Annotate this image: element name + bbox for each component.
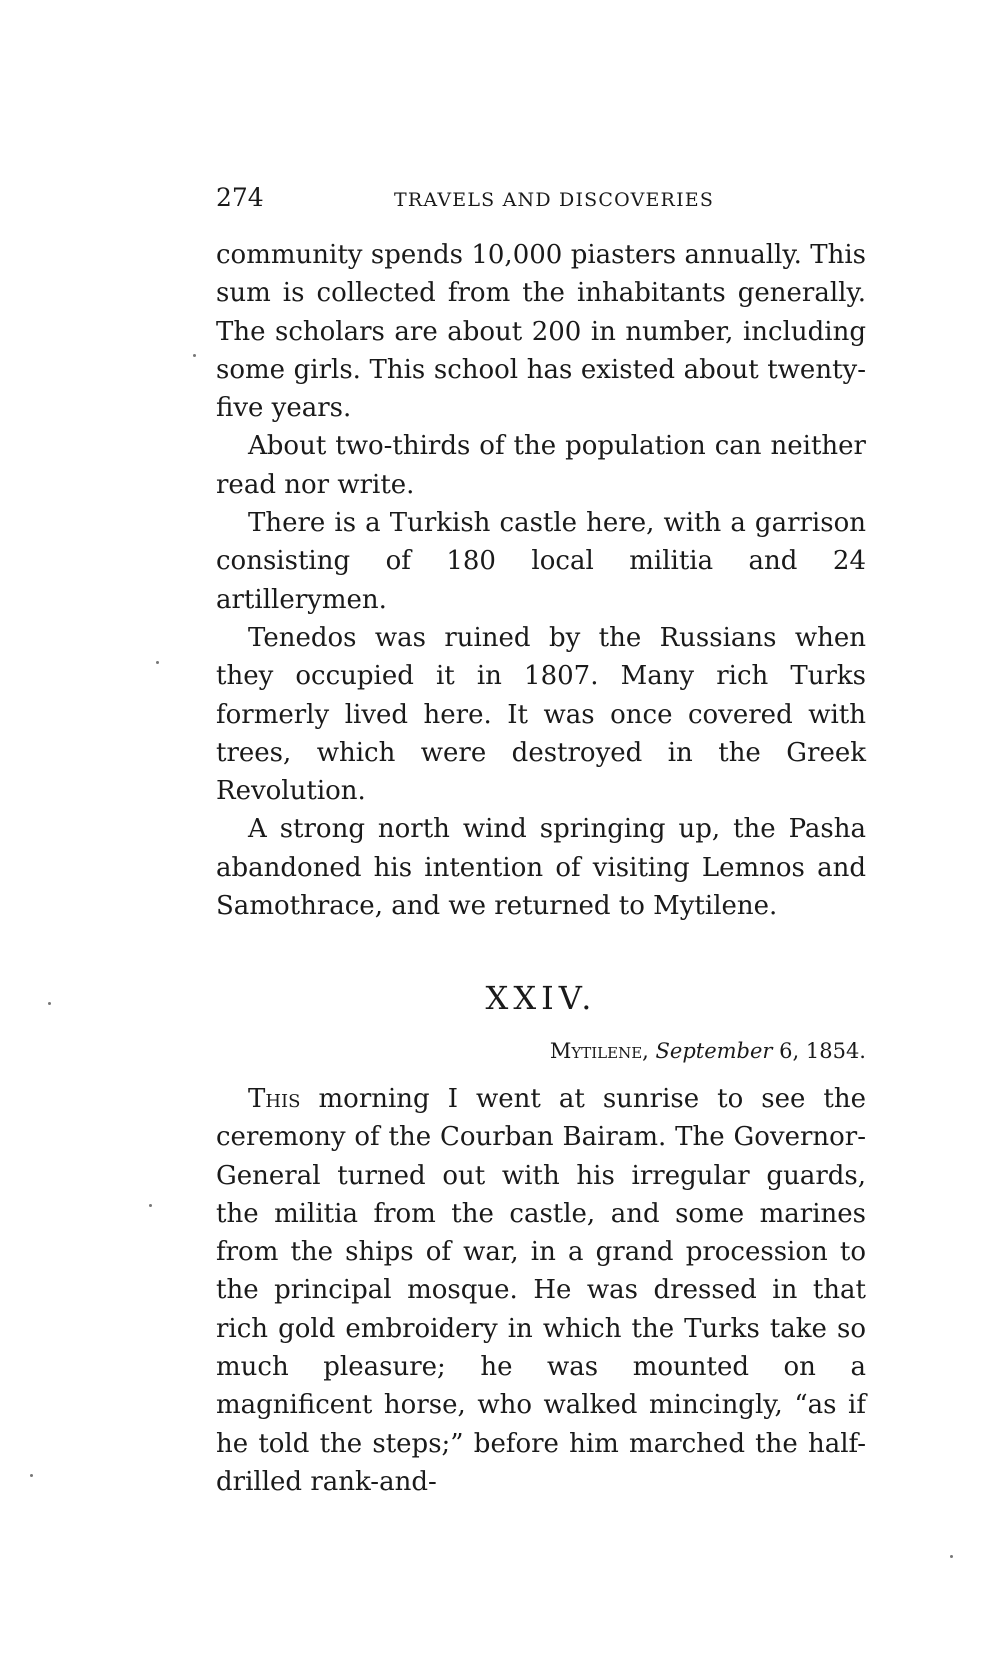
paper-speck (48, 1002, 51, 1005)
paper-speck (193, 354, 196, 357)
running-title: TRAVELS AND DISCOVERIES (394, 189, 715, 211)
opening-paragraph-text: morning I went at sunrise to see the ceremony of the Courban Bairam. The Governor-General turned out with his irregular guards, the militia from the castle, and some marines from the ships of war, in a grand procession to the principal mosque. He was dressed in that rich gold embroidery in which the Turks take so much pleasure; he was mounted on a magnificent horse, who walked mincingly, “as if he told the steps;” before him marched the half-drilled rank-and- (216, 1084, 866, 1497)
paragraph: Tenedos was ruined by the Russians when they occupied it in 1807. Many rich Turks formerly lived here. It was once covered with trees, which were destroyed in the Greek Revolution. (216, 622, 866, 807)
chapter-heading: XXIV. (485, 979, 597, 1017)
dateline-date: 6, 1854. (779, 1039, 866, 1063)
paragraph: A strong north wind springing up, the Pasha abandoned his intention of visiting Lemnos and Samothrace, and we returned to Mytilene. (216, 814, 866, 922)
page-number: 274 (216, 183, 264, 212)
dateline (216, 1036, 866, 1066)
opening-paragraph (216, 1080, 866, 1501)
paragraph: There is a Turkish castle here, with a garrison consisting of 180 local militia and 24 artillerymen. (216, 508, 866, 615)
dateline-place: Mytilene, (549, 1039, 649, 1063)
paper-speck (950, 1555, 953, 1558)
chapter-body (216, 1080, 866, 1501)
section-continuation (216, 236, 866, 925)
opening-word: This (248, 1084, 301, 1114)
dateline-month: September (655, 1039, 773, 1063)
paragraph: community spends 10,000 piasters annually. This sum is collected from the inhabitants generally. The scholars are about 200 in number, including some girls. This school has existed about twenty-five years. (216, 240, 866, 424)
running-head (216, 178, 866, 218)
paper-speck (30, 1474, 33, 1477)
paragraph: About two-thirds of the population can neither read nor write. (216, 431, 866, 500)
paper-speck (149, 1204, 152, 1207)
paper-speck (156, 661, 159, 664)
